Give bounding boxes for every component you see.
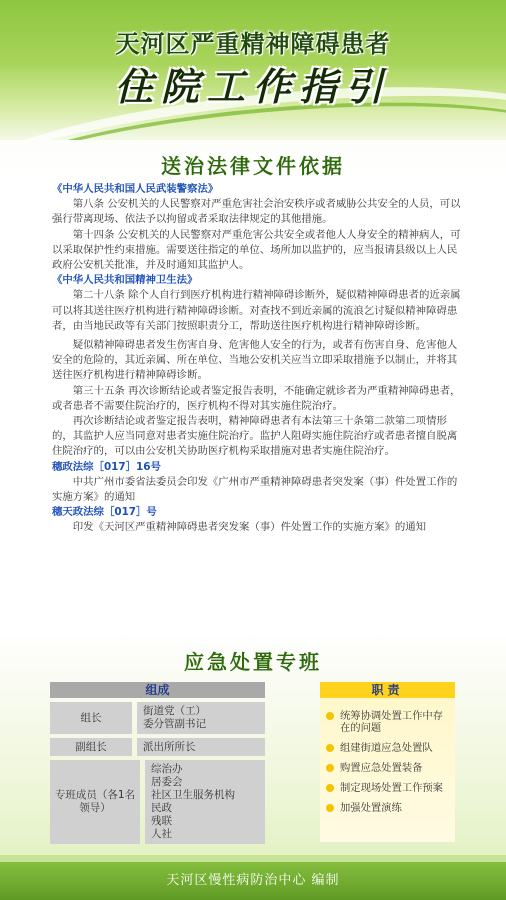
- composition-panel: [50, 682, 265, 844]
- bullet-dot-icon: [326, 712, 334, 720]
- footer: [0, 862, 506, 900]
- title-line1: 天河区严重精神障碍患者: [115, 30, 391, 58]
- duty-text: 制定现场处置工作预案: [340, 782, 443, 794]
- duties-panel: [320, 682, 455, 842]
- duty-item: [326, 782, 451, 794]
- law2-ref: 《中华人民共和国精神卫生法》: [52, 274, 198, 287]
- row-value-line: 街道党（工）: [143, 705, 206, 717]
- duty-text: 购置应急处置装备: [340, 762, 423, 774]
- row-value-line: 综治办: [151, 763, 183, 775]
- row-value-line: 民政: [151, 802, 172, 814]
- bullet-dot-icon: [326, 784, 334, 792]
- law2-p3: 第三十五条 再次诊断结论或者鉴定报告表明，不能确定就诊者为严重精神障碍患者，或者患者不需要住院治疗的，医疗机构不得对其实施住院治疗。: [52, 384, 461, 412]
- bullet-dot-icon: [326, 804, 334, 812]
- row-value: [137, 702, 265, 734]
- doc2-ref: 穗天政法综［017］号: [52, 506, 157, 519]
- duty-text: 加强处置演练: [340, 802, 402, 814]
- duty-text: 组建街道应急处置队: [340, 742, 433, 754]
- law2-p4: 再次诊断结论或者鉴定报告表明，精神障碍患者有本法第三十条第二款第二项情形的，其监护人应当同意对患者实施住院治疗。监护人阻碍实施住院治疗或者患者擅自脱离住院治疗的，可以由公安机关协助医疗机构采取措施对患者实施住院治疗。: [52, 415, 458, 458]
- row-value: [145, 760, 265, 844]
- composition-row: [50, 702, 265, 734]
- bullet-dot-icon: [326, 764, 334, 772]
- law1-ref: 《中华人民共和国人民武装警察法》: [52, 183, 219, 195]
- row-value-line: 残联: [151, 815, 172, 827]
- section2-title: 应急处置专班: [184, 650, 322, 674]
- law1-p2: 第十四条 公安机关的人民警察对严重危害公共安全或者他人人身安全的精神病人，可以采取保护性约束措施。需要送往指定的单位、场所加以监护的，应当报请县级以上人民政府公安机关批准，并及时通知其监护人。: [52, 228, 461, 272]
- duty-text: 统筹协调处置工作中存在的问题: [340, 710, 443, 734]
- duty-item: [326, 802, 451, 814]
- header-banner: [0, 0, 506, 140]
- row-label: 专班成员（各1名领导）: [50, 760, 140, 844]
- composition-row: [50, 738, 265, 756]
- row-value-line: 人社: [151, 828, 172, 840]
- law2-p2: 疑似精神障碍患者发生伤害自身、危害他人安全的行为，或者有伤害自身、危害他人安全的危险的，其近亲属、所在单位、当地公安机关应当立即采取措施予以制止，并将其送往医疗机构进行精神障碍诊断。: [52, 339, 458, 382]
- duty-item: [326, 742, 451, 754]
- composition-header: 组成: [50, 682, 265, 698]
- row-value: [137, 738, 265, 756]
- title-line2: 住院工作指引: [114, 64, 391, 109]
- row-value-line: 社区卫生服务机构: [151, 789, 235, 801]
- duty-item: [326, 762, 451, 774]
- bullet-dot-icon: [326, 744, 334, 752]
- doc1-ref: 穗政法综［017］16号: [52, 460, 161, 473]
- row-value-line: 派出所所长: [143, 740, 196, 753]
- row-value-line: 委分管副书记: [143, 718, 206, 730]
- law2-p1: 第二十八条 除个人自行到医疗机构进行精神障碍诊断外，疑似精神障碍患者的近亲属可以将其送往医疗机构进行精神障碍诊断。对查找不到近亲属的流浪乞讨疑似精神障碍患者，由当地民政等有关部门按照职责分工，帮助送往医疗机构进行精神障碍诊断。: [52, 289, 461, 332]
- duties-header: 职责: [320, 682, 455, 698]
- doc2-text: 印发《天河区严重精神障碍患者突发案（事）件处置工作的实施方案》的通知: [72, 521, 427, 534]
- footer-band: [0, 855, 506, 862]
- footer-text: 天河区慢性病防治中心 编制: [166, 873, 340, 888]
- row-label: 副组长: [50, 738, 132, 756]
- row-value-line: 居委会: [151, 776, 183, 788]
- law1-p1: 第八条 公安机关的人民警察对严重危害社会治安秩序或者威胁公共安全的人员，可以强行带离现场、依法予以拘留或者采取法律规定的其他措施。: [52, 198, 461, 226]
- law-text-block: [52, 182, 462, 536]
- duty-item: [326, 710, 451, 734]
- section1-title: 送治法律文件依据: [161, 154, 345, 178]
- doc1-text: 中共广州市委省法委员会印发《广州市严重精神障碍患者突发案（事）件处置工作的实施方案》的通知: [52, 475, 458, 504]
- composition-row: [50, 760, 265, 844]
- row-label: 组长: [50, 702, 132, 734]
